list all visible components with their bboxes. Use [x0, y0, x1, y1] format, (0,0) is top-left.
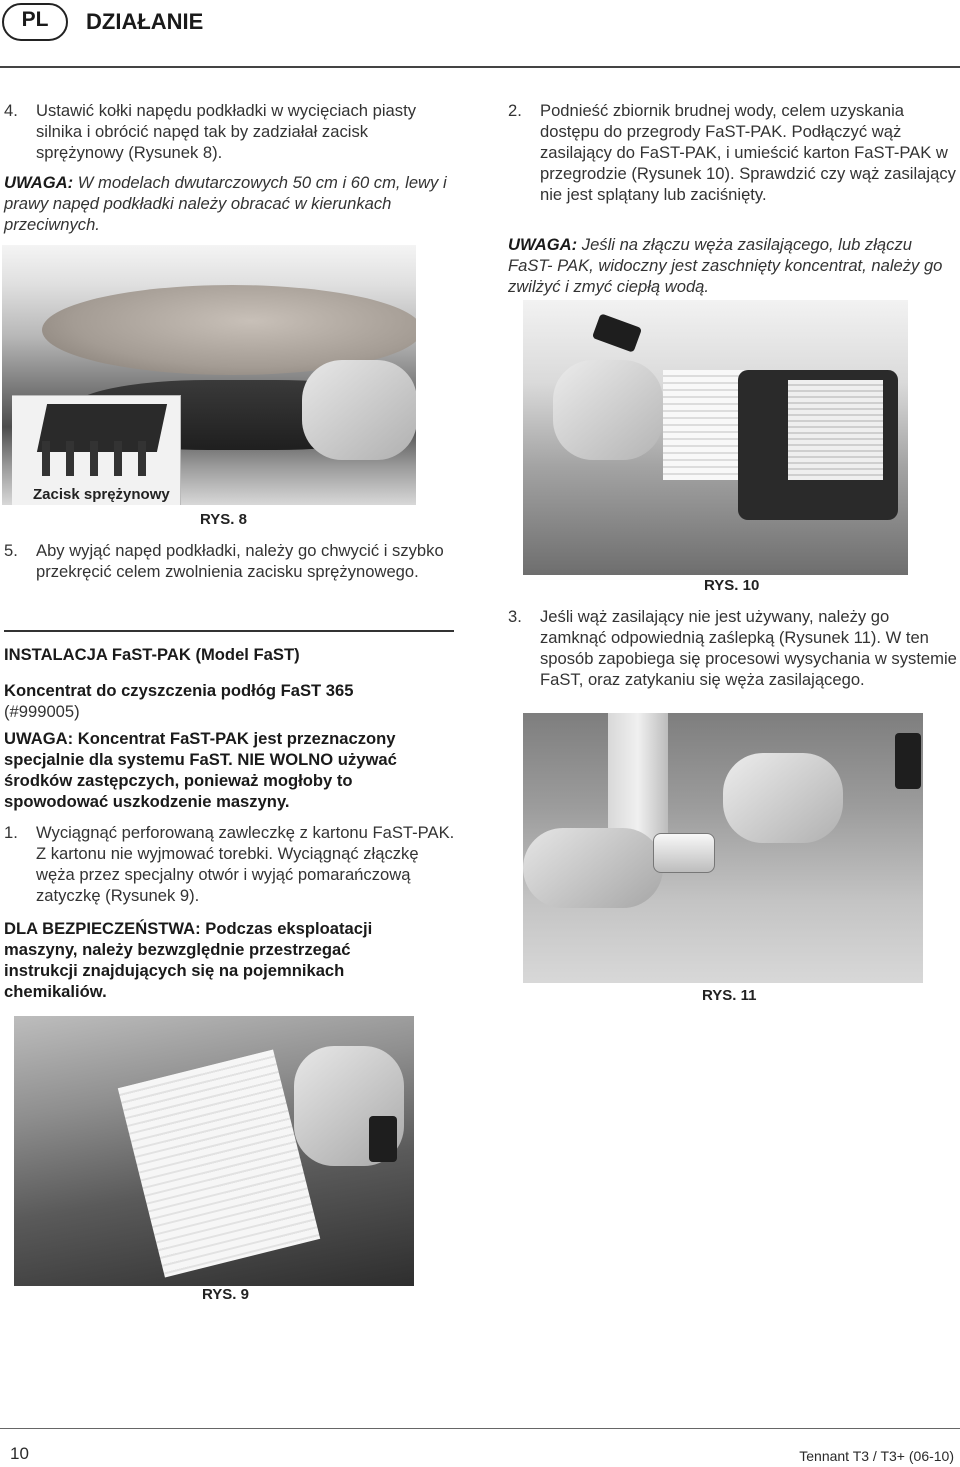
concentrate-title: Koncentrat do czyszczenia podłóg FaST 365 — [4, 681, 354, 700]
figure-8-label: Zacisk sprężynowy — [33, 486, 170, 503]
note1-text: W modelach dwutarczowych 50 cm i 60 cm, lewy i prawy napęd podkładki należy obracać w kierunkach przeciwnych. — [4, 173, 447, 234]
note3-label: UWAGA: — [508, 235, 578, 254]
figure-11-photo — [523, 713, 923, 983]
page-number: 10 — [10, 1444, 29, 1463]
figure-9-caption: RYS. 9 — [202, 1286, 249, 1303]
header-rule — [0, 66, 960, 68]
hand — [553, 360, 663, 460]
carton-in-compartment — [788, 380, 883, 480]
figure-8-photo — [2, 245, 416, 505]
figure-8-caption: RYS. 8 — [200, 511, 247, 528]
note1-label: UWAGA: — [4, 173, 74, 192]
step1-number: 1. — [4, 823, 18, 842]
figure-10-caption: RYS. 10 — [704, 577, 760, 594]
figure-9-photo — [14, 1016, 414, 1286]
hand — [523, 828, 663, 908]
wristwatch — [369, 1116, 397, 1162]
step1-text: Wyciągnąć perforowaną zawleczkę z kartonu FaST-PAK. Z kartonu nie wyjmować torebki. Wyciągnąć złączkę węża przez specjalny otwór i wyjąć pomarańczową zatyczkę (Rysunek 9). — [36, 823, 455, 905]
note1 — [4, 172, 450, 235]
language-label: PL — [21, 8, 49, 31]
clip-prongs — [42, 441, 152, 476]
wristwatch — [895, 733, 921, 789]
step4-number: 4. — [4, 101, 18, 120]
step5-number: 5. — [4, 541, 18, 560]
section-title: INSTALACJA FaST-PAK (Model FaST) — [4, 645, 300, 664]
figure-10-photo — [523, 300, 908, 575]
footer-rule — [0, 1428, 960, 1429]
note3 — [508, 234, 958, 297]
footer-product: Tennant T3 / T3+ (06-10) — [799, 1448, 954, 1464]
hand — [723, 753, 843, 843]
concentrate-part-number: (#999005) — [4, 702, 80, 721]
step4-text: Ustawić kołki napędu podkładki w wycięciach piasty silnika i obrócić napęd tak by zadziałał zacisk sprężynowy (Rysunek 8). — [36, 101, 416, 162]
step3-text: Jeśli wąż zasilający nie jest używany, należy go zamknąć odpowiednią zaślepką (Rysunek 11). W ten sposób zapobiega się procesowi wysychania w systemie FaST, oraz zatykaniu się węża zasilającego. — [540, 607, 957, 689]
step2-number: 2. — [508, 101, 522, 120]
hand — [302, 360, 416, 460]
safety-warning: DLA BEZPIECZEŃSTWA: Podczas eksploatacji maszyny, należy bezwzględnie przestrzegać instrukcji znajdujących się na pojemnikach chemikaliów. — [4, 919, 373, 1001]
fast-pak-carton — [118, 1050, 320, 1278]
note2: UWAGA: Koncentrat FaST-PAK jest przeznaczony specjalnie dla systemu FaST. NIE WOLNO używać środków zastępczych, ponieważ mogłoby to spowodować uszkodzenie maszyny. — [4, 729, 397, 811]
step2-text: Podnieść zbiornik brudnej wody, celem uzyskania dostępu do przegrody FaST-PAK. Podłączyć wąż zasilający do FaST-PAK, i umieścić karton FaST-PAK w przegrodzie (Rysunek 10). Sprawdzić czy wąż zasilający nie jest splątany lub zaciśnięty. — [540, 101, 956, 204]
wristwatch — [592, 313, 642, 352]
step5-text: Aby wyjąć napęd podkładki, należy go chwycić i szybko przekręcić celem zwolnienia zacisku sprężynowego. — [36, 541, 444, 581]
figure-11-caption: RYS. 11 — [702, 987, 757, 1004]
hose-connector-cap — [653, 833, 715, 873]
step3-number: 3. — [508, 607, 522, 626]
note3-text: Jeśli na złączu węża zasilającego, lub złączu FaST- PAK, widoczny jest zaschnięty koncentrat, należy go zwilżyć i zmyć ciepłą wodą. — [508, 235, 943, 296]
page-title: DZIAŁANIE — [86, 9, 204, 34]
section-rule — [4, 630, 454, 632]
